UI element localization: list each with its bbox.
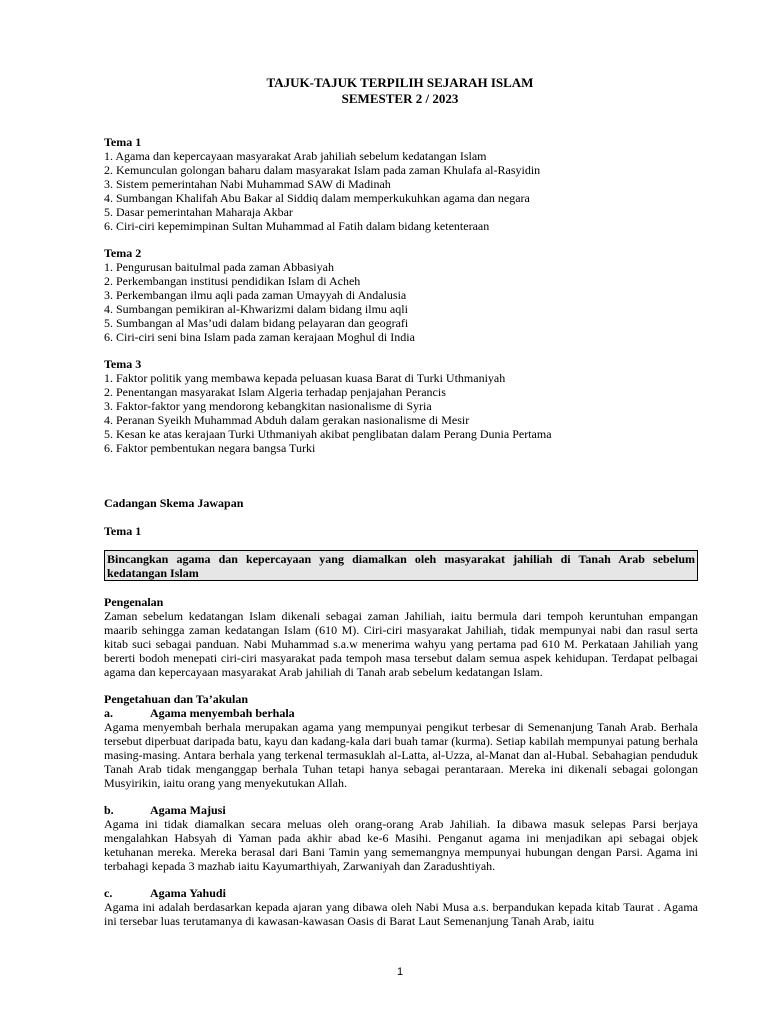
list-item: 3. Faktor-faktor yang mendorong kebangkitan nasionalisme di Syria xyxy=(104,399,432,413)
theme-1-section xyxy=(104,135,698,233)
section-marker: b. xyxy=(104,803,114,817)
section-marker: c. xyxy=(104,886,113,900)
list-item: 1. Faktor politik yang membawa kepada peluasan kuasa Barat di Turki Uthmaniyah xyxy=(104,371,506,385)
theme-heading: Tema 2 xyxy=(104,246,142,260)
list-item: 5. Dasar pemerintahan Maharaja Akbar xyxy=(104,205,293,219)
list-item: 2. Perkembangan institusi pendidikan Islam di Acheh xyxy=(104,274,361,288)
knowledge-heading: Pengetahuan dan Ta’akulan xyxy=(104,692,249,706)
question-box: Bincangkan agama dan kepercayaan yang diamalkan oleh masyarakat jahiliah di Tanah Arab sebelum kedatangan Islam xyxy=(104,550,698,581)
section-title: Agama Majusi xyxy=(150,803,226,817)
page-number: 1 xyxy=(396,966,404,978)
theme-3-section xyxy=(104,357,698,455)
document-title-block xyxy=(0,75,768,107)
section-c xyxy=(104,886,698,928)
section-heading xyxy=(104,886,698,900)
document-subtitle: SEMESTER 2 / 2023 xyxy=(341,91,459,106)
list-item: 5. Kesan ke atas kerajaan Turki Uthmaniyah akibat penglibatan dalam Perang Dunia Pertama xyxy=(104,427,552,441)
introduction-paragraph: Zaman sebelum kedatangan Islam dikenali sebagai zaman Jahiliah, iaitu bermula dari tempoh keruntuhan empangan maarib sehingga zaman kedatangan Islam (610 M). Ciri-ciri masyarakat Jahiliah, tidak mempunyai nabi dan rasul serta kitab suci sebagai panduan. Nabi Muhammad s.a.w menerima wahyu yang pertama pad 610 M. Perkataan Jahiliah yang bererti bodoh menepati ciri-ciri masyarakat pada tempoh masa tersebut dalam semua aspek kehidupan. Terdapat pelbagai agama dan kepercayaan masyarakat Arab jahiliah di Tanah arab sebelum kedatangan Islam. xyxy=(104,609,698,679)
list-item: 6. Faktor pembentukan negara bangsa Turki xyxy=(104,441,316,455)
introduction-heading: Pengenalan xyxy=(104,595,164,609)
section-a xyxy=(104,706,698,790)
theme-heading: Tema 1 xyxy=(104,135,142,149)
list-item: 4. Sumbangan pemikiran al-Khwarizmi dalam bidang ilmu aqli xyxy=(104,302,408,316)
theme-topic-list xyxy=(104,371,698,455)
document-content xyxy=(104,135,698,928)
section-heading xyxy=(104,803,698,817)
answer-scheme-heading: Cadangan Skema Jawapan xyxy=(104,496,244,510)
document-title: TAJUK-TAJUK TERPILIH SEJARAH ISLAM xyxy=(266,75,534,90)
list-item: 5. Sumbangan al Mas’udi dalam bidang pelayaran dan geografi xyxy=(104,316,409,330)
section-b xyxy=(104,803,698,873)
list-item: 4. Peranan Syeikh Muhammad Abduh dalam gerakan nasionalisme di Mesir xyxy=(104,413,470,427)
section-title: Agama Yahudi xyxy=(150,886,226,900)
theme-2-section xyxy=(104,246,698,344)
theme-heading: Tema 3 xyxy=(104,357,142,371)
section-paragraph: Agama menyembah berhala merupakan agama yang mempunyai pengikut terbesar di Semenanjung Tanah Arab. Berhala tersebut diperbuat daripada batu, kayu dan kadang-kala dari buah tamar (kurma). Setiap kabilah mempunyai patung berhala masing-masing. Antara berhala yang terkenal termasuklah al-Latta, al-Uzza, al-Manat dan al-Hubal. Sebahagian penduduk Tanah Arab tidak menganggap berhala Tuhan tetapi hanya sebagai perantaraan. Mereka ini dikenali sebagai golongan Musyirikin, iaitu orang yang menyekutukan Allah. xyxy=(104,720,698,790)
section-paragraph: Agama ini adalah berdasarkan kepada ajaran yang dibawa oleh Nabi Musa a.s. berpandukan kepada kitab Taurat . Agama ini tersebar luas terutamanya di kawasan-kawasan Oasis di Barat Laut Semenanjung Tanah Arab, iaitu xyxy=(104,900,698,928)
list-item: 6. Ciri-ciri kepemimpinan Sultan Muhammad al Fatih dalam bidang ketenteraan xyxy=(104,219,490,233)
list-item: 3. Perkembangan ilmu aqli pada zaman Umayyah di Andalusia xyxy=(104,288,407,302)
list-item: 2. Penentangan masyarakat Islam Algeria terhadap penjajahan Perancis xyxy=(104,385,446,399)
section-title: Agama menyembah berhala xyxy=(150,706,295,720)
theme-topic-list xyxy=(104,260,698,344)
list-item: 4. Sumbangan Khalifah Abu Bakar al Siddiq dalam memperkukuhkan agama dan negara xyxy=(104,191,530,205)
list-item: 1. Agama dan kepercayaan masyarakat Arab jahiliah sebelum kedatangan Islam xyxy=(104,149,487,163)
list-item: 6. Ciri-ciri seni bina Islam pada zaman kerajaan Moghul di India xyxy=(104,330,415,344)
list-item: 2. Kemunculan golongan baharu dalam masyarakat Islam pada zaman Khulafa al-Rasyidin xyxy=(104,163,541,177)
list-item: 1. Pengurusan baitulmal pada zaman Abbasiyah xyxy=(104,260,334,274)
answer-scheme-theme: Tema 1 xyxy=(104,524,142,538)
theme-topic-list xyxy=(104,149,698,233)
section-marker: a. xyxy=(104,706,113,720)
section-paragraph: Agama ini tidak diamalkan secara meluas oleh orang-orang Arab Jahiliah. Ia dibawa masuk selepas Parsi berjaya mengalahkan Habsyah di Yaman pada akhir abad ke-6 Masihi. Penganut agama ini menjadikan api sebagai objek ketuhanan mereka. Mereka berasal dari Bani Tamin yang sememangnya mempunyai hubungan dengan Parsi. Agama ini terbahagi kepada 3 mazhab iaitu Kayumarthiyah, Zarwaniyah dan Zaradushtiyah. xyxy=(104,817,698,873)
section-heading xyxy=(104,706,698,720)
list-item: 3. Sistem pemerintahan Nabi Muhammad SAW di Madinah xyxy=(104,177,391,191)
